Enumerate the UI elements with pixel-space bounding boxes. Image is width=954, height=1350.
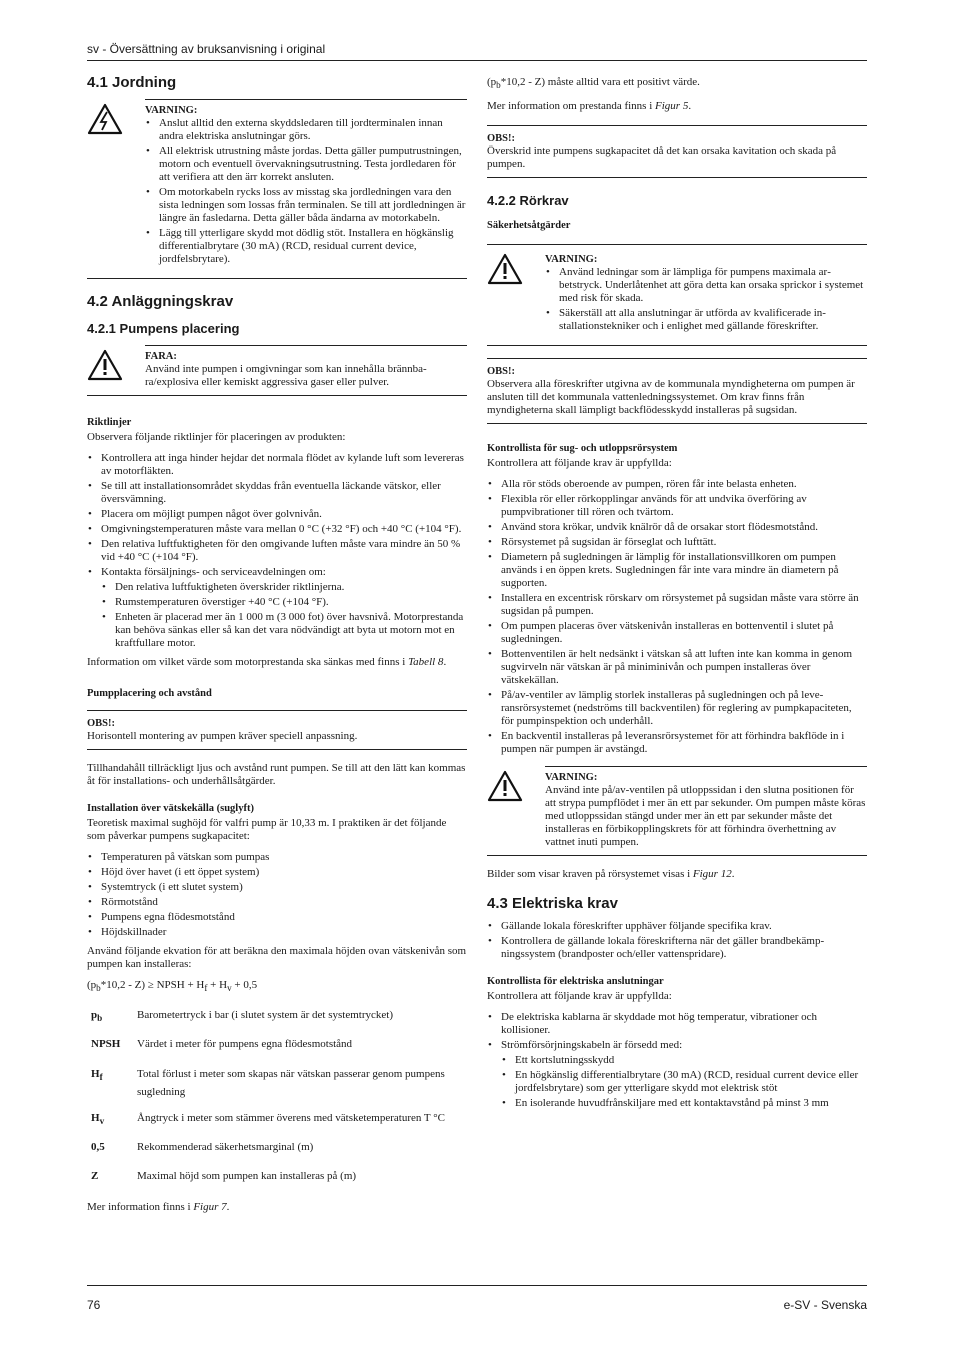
pipe-checklist-intro: Kontrollera att följande krav är uppfyllda:: [487, 457, 672, 470]
symbol: $p_b$: [91, 1009, 103, 1024]
list-item: • Gällande lokala föreskrifter upphäver följande specifika krav.: [501, 920, 867, 933]
table-row: [87, 1062, 467, 1106]
symbol: 0,5: [91, 1140, 105, 1153]
eq-sub: b: [96, 983, 101, 994]
obs-box: [487, 125, 867, 178]
list-item-text: Kontakta försäljnings- och serviceavdelningen om:: [101, 566, 326, 578]
electrical-checklist-title: Kontrollista för elektriska anslutningar: [487, 976, 664, 988]
obs-label: OBS!:: [87, 718, 116, 729]
symbol: $H_f$: [91, 1067, 103, 1082]
right-column: [487, 76, 867, 1116]
more-info-paragraph: [87, 1201, 467, 1214]
sub-list-item: • Rumstemperaturen överstiger +40 °C (+104 °F).: [115, 596, 467, 609]
table-row: [87, 1106, 467, 1135]
list-item: • Använd ledningar som är lämpliga för pumpens maximala arbetstryck. Underlåtenhet att göra detta kan orsaka sprickor i systemet med risk för skada.: [559, 266, 867, 305]
symbol-desc: Total förlust i meter som skapas när vätskan passerar genom pumpens sugledning: [137, 1067, 445, 1098]
guidelines-title: Riktlinjer: [87, 417, 132, 428]
list-item: • All elektrisk utrustning måste jordas. Detta gäller pumputrustningen, motorn och eventuell övervakningsutrustning. Testa jordledaren för att verifiera att den ärr korrekt ansluten.: [159, 145, 467, 184]
list-item: • Höjdskillnader: [101, 926, 467, 939]
list-item: • En backventil installeras på leveransrörsystemet för att förhindra bakflöde in i pumpen när pumpen är avstängd.: [501, 730, 867, 756]
eq-part: + 0,5: [231, 979, 258, 991]
obs-text: Överskrid inte pumpens sugkapacitet då det kan orsaka kavitation och skada på pumpen.: [487, 145, 837, 171]
list-item: • Alla rör stöds oberoende av pumpen, rören får inte belasta enheten.: [501, 478, 867, 491]
eq-part: *10,2 - Z) ≥ NPSH + H: [100, 979, 205, 991]
list-item-text: Strömförsörjningskabeln är försedd med:: [501, 1039, 683, 1052]
suction-title: Installation över vätskekälla (suglyft): [87, 803, 254, 814]
list-item: • Rörmotstånd: [101, 896, 467, 909]
list-item: • Se till att installationsområdet skyddas från eventuella läckande vätskor, eller översvämning.: [101, 480, 467, 506]
pipe-checklist-title: Kontrollista för sug- och utloppsrörsystem: [487, 443, 678, 455]
list-item: • Höjd över havet (i ett öppet system): [101, 866, 467, 879]
table-row: [87, 1003, 467, 1032]
sub-list-item: • En isolerande huvudfrånskiljare med ett kontaktavstånd på minst 3 mm: [515, 1097, 867, 1110]
sub-list-item: • En högkänslig differentialbrytare (30 mA) (RCD, residual current device eller jordfelsbrytare) som ger ytterligare skydd mot elektrisk stöt: [515, 1069, 867, 1095]
obs-box: [487, 358, 867, 424]
list-item: [101, 566, 467, 650]
suction-intro: Teoretisk maximal sughöjd för valfri pump är 10,33 m. I praktiken är det följande som påverkar pumpens sugkapacitet:: [87, 817, 447, 842]
footer-doc-name: e-SV - Svenska: [783, 1298, 867, 1312]
guidelines-list: [87, 452, 467, 650]
list-item: • Placera om möjligt pumpen något över golvnivån.: [101, 508, 467, 521]
equation-intro: Använd följande ekvation för att beräkna den maximala höjden ovan vätskenivån som pumpen kan installeras:: [87, 945, 467, 970]
list-item: • Flexibla rör eller rörkopplingar används för att undvika överföring av pumpvibrationer till rören och tvärtom.: [501, 493, 867, 519]
obs-label: OBS!:: [487, 366, 516, 378]
list-item: • Rörsystemet på sugsidan är förseglat och lufttätt.: [501, 536, 867, 549]
eq-part: + H: [207, 979, 228, 991]
figure-paragraph: Bilder som visar kraven på rörsystemet visas i Figur 12.: [487, 868, 735, 881]
table-row: [87, 1164, 467, 1193]
list-item: • Diametern på sugledningen är lämplig för installationsvillkoren om pumpen används i en öppen krets. Sugledningen får inte vara mindre än diametern på sugporten.: [501, 551, 867, 590]
warning-triangle-icon: [87, 349, 123, 381]
electrical-checklist-intro: Kontrollera att följande krav är uppfyllda:: [487, 990, 672, 1003]
list-item: • Om motorkabeln rycks loss av misstag ska jordledningen vara den sista ledningen som lossas från terminalen. Se till att jordledningen är längre än fasledarna. Detta gäller båda ändarna av motorkabeln.: [159, 186, 467, 225]
danger-label: FARA:: [145, 351, 177, 362]
valve-warning: [487, 766, 867, 856]
list-item: • Kontrollera att inga hinder hejdar det normala flödet av kylande luft som levereras av motorfläkten.: [101, 452, 467, 478]
electrical-list: [487, 920, 867, 961]
table-ref-link[interactable]: Tabell 8: [408, 656, 444, 668]
symbol-table: [87, 1003, 467, 1193]
sub-list-item: • Den relativa luftfuktigheten överskrider riktlinjerna.: [115, 581, 467, 594]
section-4-2-1-title: 4.2.1 Pumpens placering: [87, 321, 240, 336]
symbol-desc: Rekommenderad säkerhetsmarginal (m): [137, 1140, 314, 1153]
obs-label: OBS!:: [487, 133, 516, 145]
warning-triangle-icon: [487, 253, 523, 285]
table-row: [87, 1135, 467, 1164]
list-item: [501, 1039, 867, 1110]
symbol-desc: Värdet i meter för pumpens egna flödesmotstånd: [137, 1038, 353, 1051]
header-rule: [87, 60, 867, 61]
eq-sub: f: [204, 983, 208, 994]
obs-text: Observera alla föreskrifter utgivna av de kommunala myndigheterna om pumpen är ansluten till det kommunala vattenledningssystemet. Om krav finns från myndigheterna skall lämpligt backflödesskydd installeras på sugsidan.: [487, 378, 855, 417]
list-item: • Systemtryck (i ett slutet system): [101, 881, 467, 894]
obs-text: Horisontell montering av pumpen kräver speciell anpassning.: [87, 730, 358, 742]
placement-title: Pumpplacering och avstånd: [87, 688, 212, 699]
list-item: • Säkerställ att alla anslutningar är utförda av kvalificerade installationstekniker och i enlighet med gällande föreskrifter.: [559, 307, 867, 333]
grounding-list: [145, 117, 467, 266]
list-item: • Kontrollera de gällande lokala föreskrifterna när det gäller brandbekämpningssystem (brandposter och/eller vattenspridare).: [501, 935, 867, 961]
list-item: • De elektriska kablarna är skyddade mot hög temperatur, vibrationer och kollisioner.: [501, 1011, 867, 1037]
symbol: Z: [91, 1169, 99, 1182]
eq-sub: v: [227, 983, 232, 994]
more-end: .: [226, 1201, 230, 1214]
list-item: • Omgivningstemperaturen måste vara mellan 0 °C (+32 °F) och +40 °C (+104 °F).: [101, 523, 467, 536]
list-item: • Lägg till ytterligare skydd mot dödlig stöt. Installera en högkänslig differentialbrytare (30 mA) (RCD, residual current device, jordfelsbrytare).: [159, 227, 467, 266]
footer-rule: [87, 1285, 867, 1286]
guidelines-intro: Observera följande riktlinjer för placeringen av produkten:: [87, 431, 346, 443]
section-4-1-title: 4.1 Jordning: [87, 74, 177, 91]
equation: [87, 979, 467, 995]
section-4-2-2-title: 4.2.2 Rörkrav: [487, 193, 569, 209]
danger-text: Använd inte pumpen i omgivningar som kan innehålla brännbara/explosiva eller kemiskt aggressiva gaser eller pulver.: [145, 363, 427, 388]
table-row: [87, 1032, 467, 1061]
warning-text: Använd inte på/av-ventilen på utloppssidan i den slutna positionen för att strypa pumpflödet i mer än ett par sekunder. Om pumpen måste köras med utloppssidan stängd under mer än ett par sekunder måste det installeras en förbikopplingskrets för att förhindra överhettning av vattnet inuti pumpen.: [545, 784, 866, 849]
danger-box: [87, 345, 467, 396]
pipe-warning: [487, 244, 867, 346]
running-header: sv - Översättning av bruksanvisning i original: [87, 42, 326, 56]
pipe-warning-list: [545, 266, 867, 333]
electric-hazard-icon: [87, 103, 123, 135]
figure-ref-link[interactable]: Figur 5: [655, 100, 689, 113]
figure-ref-link[interactable]: Figur 12: [692, 868, 732, 881]
warning-triangle-icon: [487, 770, 523, 802]
sub-list-item: • Ett kortslutningsskydd: [515, 1054, 867, 1067]
list-item: • Installera en excentrisk rörskarv om rörsystemet på sugsidan måste vara större än sugsidan på pumpen.: [501, 592, 867, 618]
figure-ref-link[interactable]: Figur 7: [193, 1201, 227, 1214]
list-item: • På/av-ventiler av lämplig storlek installeras på sugledningen och på leveransrörsystemet (nedströms till backventilen) för reglering av pumpkapaciteten, för pumpinspektion och underhåll.: [501, 689, 867, 728]
section-4-3-title: 4.3 Elektriska krav: [487, 895, 618, 913]
section-4-2-title: 4.2 Anläggningskrav: [87, 293, 234, 310]
info-text: Information om vilket värde som motorprestanda ska sänkas med finns i: [87, 656, 406, 668]
symbol-desc: Maximal höjd som pumpen kan installeras på (m): [137, 1169, 357, 1182]
list-item: • Pumpens egna flödesmotstånd: [101, 911, 467, 924]
sub-list-item: • Enheten är placerad mer än 1 000 m (3 000 fot) över havsnivå. Motorprestanda kan behöva sänkas eller så kan det vara nödvändigt att byta ut motorn mot en kraftfullare motor.: [115, 611, 467, 650]
list-item: • Använd stora krökar, undvik knälrör då de orsakar stort flödesmotstånd.: [501, 521, 867, 534]
symbol: $H_v$: [91, 1111, 105, 1126]
warning-label: VARNING:: [145, 105, 198, 116]
eq-part: (p: [87, 979, 97, 991]
list-item: • Bottenventilen är helt nedsänkt i vätskan så att luften inte kan komma in genom sugvirveln när vätskan är på miniminivån och pumpen installeras över vätskekällan.: [501, 648, 867, 687]
safety-title: Säkerhetsåtgärder: [487, 220, 571, 232]
page-number: 76: [87, 1298, 101, 1312]
list-item: • Om pumpen placeras över vätskenivån installeras en bottenventil i slutet på sugledningen.: [501, 620, 867, 646]
performance-paragraph: Mer information om prestanda finns i Figur 5.: [487, 100, 692, 113]
sub-list: [501, 1054, 867, 1110]
symbol: NPSH: [91, 1038, 121, 1051]
list-item: • Den relativa luftfuktigheten för den omgivande luften måste vara mindre än 50 % vid +40 °C (+104 °F).: [101, 538, 467, 564]
info-end: .: [443, 656, 447, 668]
positive-value-note: $(p_b*10,2 - Z)$ måste alltid vara ett positivt värde.: [487, 76, 700, 91]
symbol-desc: Ångtryck i meter som stämmer överens med vätsketemperaturen T °C: [137, 1111, 445, 1124]
obs-box: [87, 710, 467, 750]
sub-list: [101, 581, 467, 650]
left-column: [87, 72, 467, 1222]
spacing-paragraph: Tillhandahåll tillräckligt ljus och avstånd runt pumpen. Se till att den lätt kan kommas åt för installations- och underhållsåtgärder.: [87, 762, 466, 787]
pipe-checklist: [487, 478, 867, 756]
warning-label: VARNING:: [545, 254, 598, 266]
warning-label: VARNING:: [545, 772, 598, 784]
grounding-warning: [87, 99, 467, 279]
list-item: • Anslut alltid den externa skyddsledaren till jordterminalen innan andra elektriska anslutningar görs.: [159, 117, 467, 143]
electrical-checklist: [487, 1011, 867, 1110]
list-item: • Temperaturen på vätskan som pumpas: [101, 851, 467, 864]
more-text: Mer information finns i: [87, 1201, 191, 1214]
suction-list: [87, 851, 467, 939]
info-paragraph: [87, 656, 467, 669]
symbol-desc: Barometertryck i bar (i slutet system är det systemtrycket): [137, 1009, 393, 1022]
